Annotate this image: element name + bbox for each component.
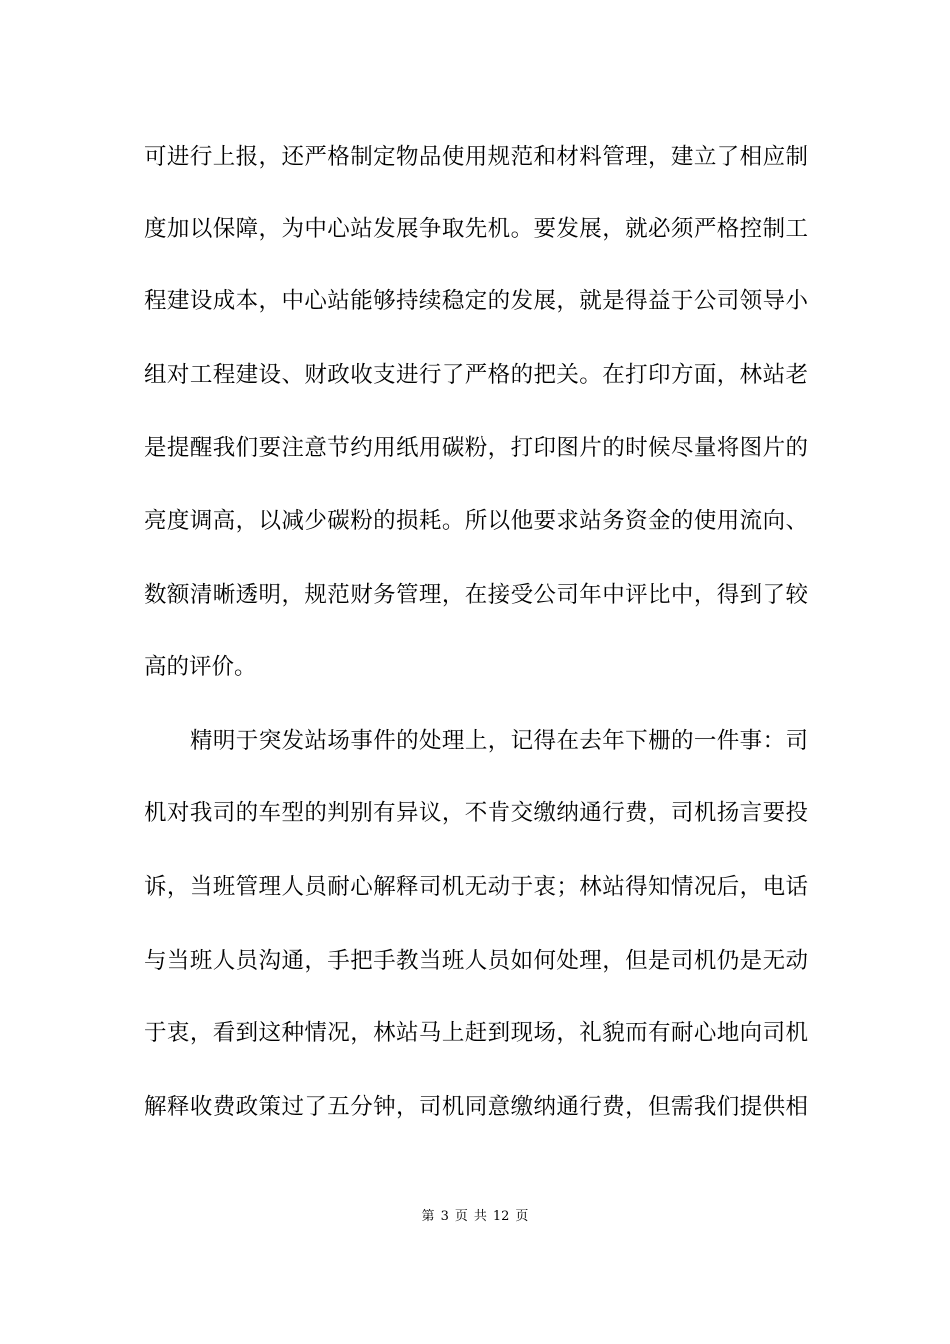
body-line-14: 解释收费政策过了五分钟，司机同意缴纳通行费，但需我们提供相: [144, 1094, 808, 1120]
footer-page-word: 页: [454, 1209, 468, 1224]
body-line-12: 与当班人员沟通，手把手教当班人员如何处理，但是司机仍是无动: [144, 948, 808, 974]
body-line-5: 是提醒我们要注意节约用纸用碳粉，打印图片的时候尽量将图片的: [144, 435, 808, 461]
footer-current-page: 3: [440, 1209, 449, 1224]
footer-suffix: 页: [515, 1209, 529, 1224]
page-footer: [0, 1208, 950, 1226]
body-line-7: 数额清晰透明，规范财务管理，在接受公司年中评比中，得到了较: [144, 582, 808, 608]
body-line-3: 程建设成本，中心站能够持续稳定的发展，就是得益于公司领导小: [144, 288, 808, 314]
body-line-6: 亮度调高，以减少碳粉的损耗。所以他要求站务资金的使用流向、: [144, 508, 808, 534]
body-line-1: 可进行上报，还严格制定物品使用规范和材料管理，建立了相应制: [144, 144, 808, 170]
body-line-13: 于衷，看到这种情况，林站马上赶到现场，礼貌而有耐心地向司机: [144, 1020, 808, 1046]
footer-total-pages: 12: [492, 1209, 510, 1224]
body-line-2: 度加以保障，为中心站发展争取先机。要发展，就必须严格控制工: [144, 216, 808, 242]
body-line-8: 高的评价。: [144, 654, 257, 680]
paragraph-2-first-line: 精明于突发站场事件的处理上，记得在去年下栅的一件事：司: [190, 728, 808, 754]
footer-total-word: 共: [473, 1209, 487, 1224]
body-line-4: 组对工程建设、财政收支进行了严格的把关。在打印方面，林站老: [144, 362, 808, 388]
body-line-10: 机对我司的车型的判别有异议，不肯交缴纳通行费，司机扬言要投: [144, 800, 808, 826]
body-line-11: 诉，当班管理人员耐心解释司机无动于衷；林站得知情况后，电话: [144, 874, 808, 900]
footer-prefix: 第: [421, 1209, 435, 1224]
